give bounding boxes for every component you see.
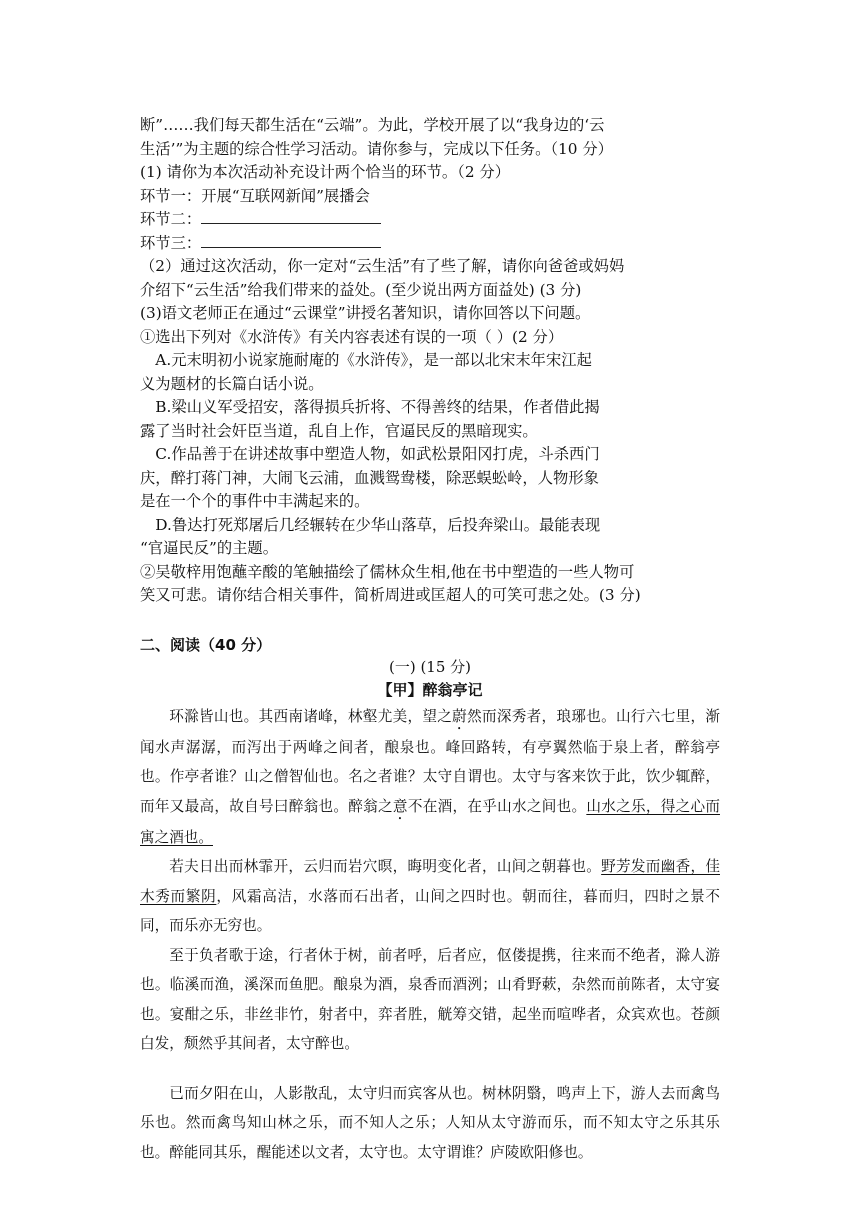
- text-line: 生活’”为主题的综合性学习活动。请你参与，完成以下任务。（10 分）: [140, 139, 613, 158]
- paragraph-3: 至于负者歌于途，行者休于树，前者呼，后者应，伛偻提携，往来而不绝者，滁人游也。临溪而渔，溪深而鱼肥。酿泉为酒，泉香而酒洌；山肴野蔌，杂然而前陈者，太守宴也。宴酣之乐，非丝非竹，射者中，弈者胜，觥筹交错，起坐而喧哗者，众宾欢也。苍颜白发，颓然乎其间者，太守醉也。: [140, 946, 720, 1052]
- underlined-sentence: 山水之乐，得之心而寓之酒也。: [140, 797, 720, 846]
- text-line: 断”……我们每天都生活在“云端”。为此，学校开展了以“我身边的‘云: [140, 116, 605, 134]
- emphasis-dot-char: 蔚: [452, 707, 468, 725]
- question-2: （2）通过这次活动，你一定对“云生活”有了些了解，请你向爸爸或妈妈: [140, 257, 625, 275]
- option-a-cont: 义为题材的长篇白话小说。: [140, 374, 324, 393]
- stage-three-label: 环节三：: [140, 233, 202, 252]
- option-c: C.作品善于在讲述故事中塑造人物，如武松景阳冈打虎，斗杀西门: [155, 445, 600, 463]
- paragraph-4: 已而夕阳在山，人影散乱，太守归而宾客从也。树林阴翳，鸣声上下，游人去而禽鸟乐也。然而禽鸟知山林之乐，而不知人之乐；人知从太守游而乐，而不知太守之乐其乐也。醉能同其乐，醒能述以文者，太守也。太守谓谁？庐陵欧阳修也。: [140, 1084, 720, 1161]
- answer-blank[interactable]: [201, 210, 381, 224]
- stage-two: [140, 208, 720, 232]
- option-c-cont: 庆，醉打蒋门神，大闹飞云浦，血溅鸳鸯楼，除恶蜈蚣岭，人物形象: [140, 468, 599, 487]
- option-b: B.梁山义军受招安，落得损兵折将、不得善终的结果，作者借此揭: [155, 398, 600, 416]
- question-3: (3)语文老师正在通过“云课堂”讲授名著知识，请你回答以下问题。: [140, 304, 591, 322]
- option-a: A.元末明初小说家施耐庵的《水浒传》，是一部以北宋末年宋江起: [155, 351, 592, 369]
- sub-question-2-cont: 笑又可悲。请你结合相关事件，简析周进或匡超人的可笑可悲之处。(3 分): [140, 586, 641, 604]
- text-run: 然而深秀者，琅琊也。山行六七里，渐闻水声潺潺，而泻出于两峰之间者，酿泉也。峰回路转，有亭翼然临于泉上者，醉翁亭也。作亭者谁？山之僧智仙也。名之者谁？太守自谓也。太守与客来饮于此，饮少辄醉，而年又最高，故自号曰醉翁也。醉翁之: [140, 707, 720, 815]
- answer-blank[interactable]: [201, 234, 381, 248]
- text-run: ，风霜高洁，水落而石出者，山间之四时也。朝而往，暮而归，四时之景不同，而乐亦无穷也。: [140, 887, 720, 934]
- sub-question-1: ①选出下列对《水浒传》有关内容表述有误的一项（ ）(2 分）: [140, 327, 564, 346]
- question-1: (1) 请你为本次活动补充设计两个恰当的环节。（2 分）: [140, 163, 511, 181]
- text-run: 若夫日出而林霏开，云归而岩穴暝，晦明变化者，山间之朝暮也。: [169, 858, 602, 875]
- emphasis-dot-char: 意: [392, 797, 408, 815]
- paragraph-2: [140, 852, 720, 941]
- option-d-cont: “官逼民反”的主题。: [140, 539, 279, 557]
- stage-one: 环节一：开展“互联网新闻”展播会: [140, 186, 370, 205]
- document-content: [140, 114, 720, 1167]
- stage-two-label: 环节二：: [140, 210, 202, 228]
- subsection-heading: (一) (15 分): [388, 657, 472, 676]
- underlined-sentence: 野芳发而幽香，佳木秀而繁阴: [140, 858, 720, 905]
- stage-three: [140, 232, 720, 256]
- option-c-cont: 是在一个个的事件中丰满起来的。: [140, 492, 370, 510]
- text-title: 【甲】醉翁亭记: [377, 680, 483, 699]
- text-run: 不在酒，在乎山水之间也。: [407, 797, 587, 815]
- text-line: 介绍下“云生活”给我们带来的益处。(至少说出两方面益处) (3 分): [140, 280, 582, 299]
- text-run: 环滁皆山也。其西南诸峰，林壑尤美，望之: [169, 707, 453, 725]
- option-d: D.鲁达打死郑屠后几经辗转在少华山落草，后投奔梁山。最能表现: [155, 515, 601, 534]
- sub-question-2: ②吴敬梓用饱蘸辛酸的笔触描绘了儒林众生相,他在书中塑造的一些人物可: [140, 562, 635, 581]
- section-heading: 二、阅读（40 分）: [140, 635, 272, 654]
- option-b-cont: 露了当时社会奸臣当道，乱自上作，官逼民反的黑暗现实。: [140, 421, 538, 440]
- paragraph-1: [140, 702, 720, 853]
